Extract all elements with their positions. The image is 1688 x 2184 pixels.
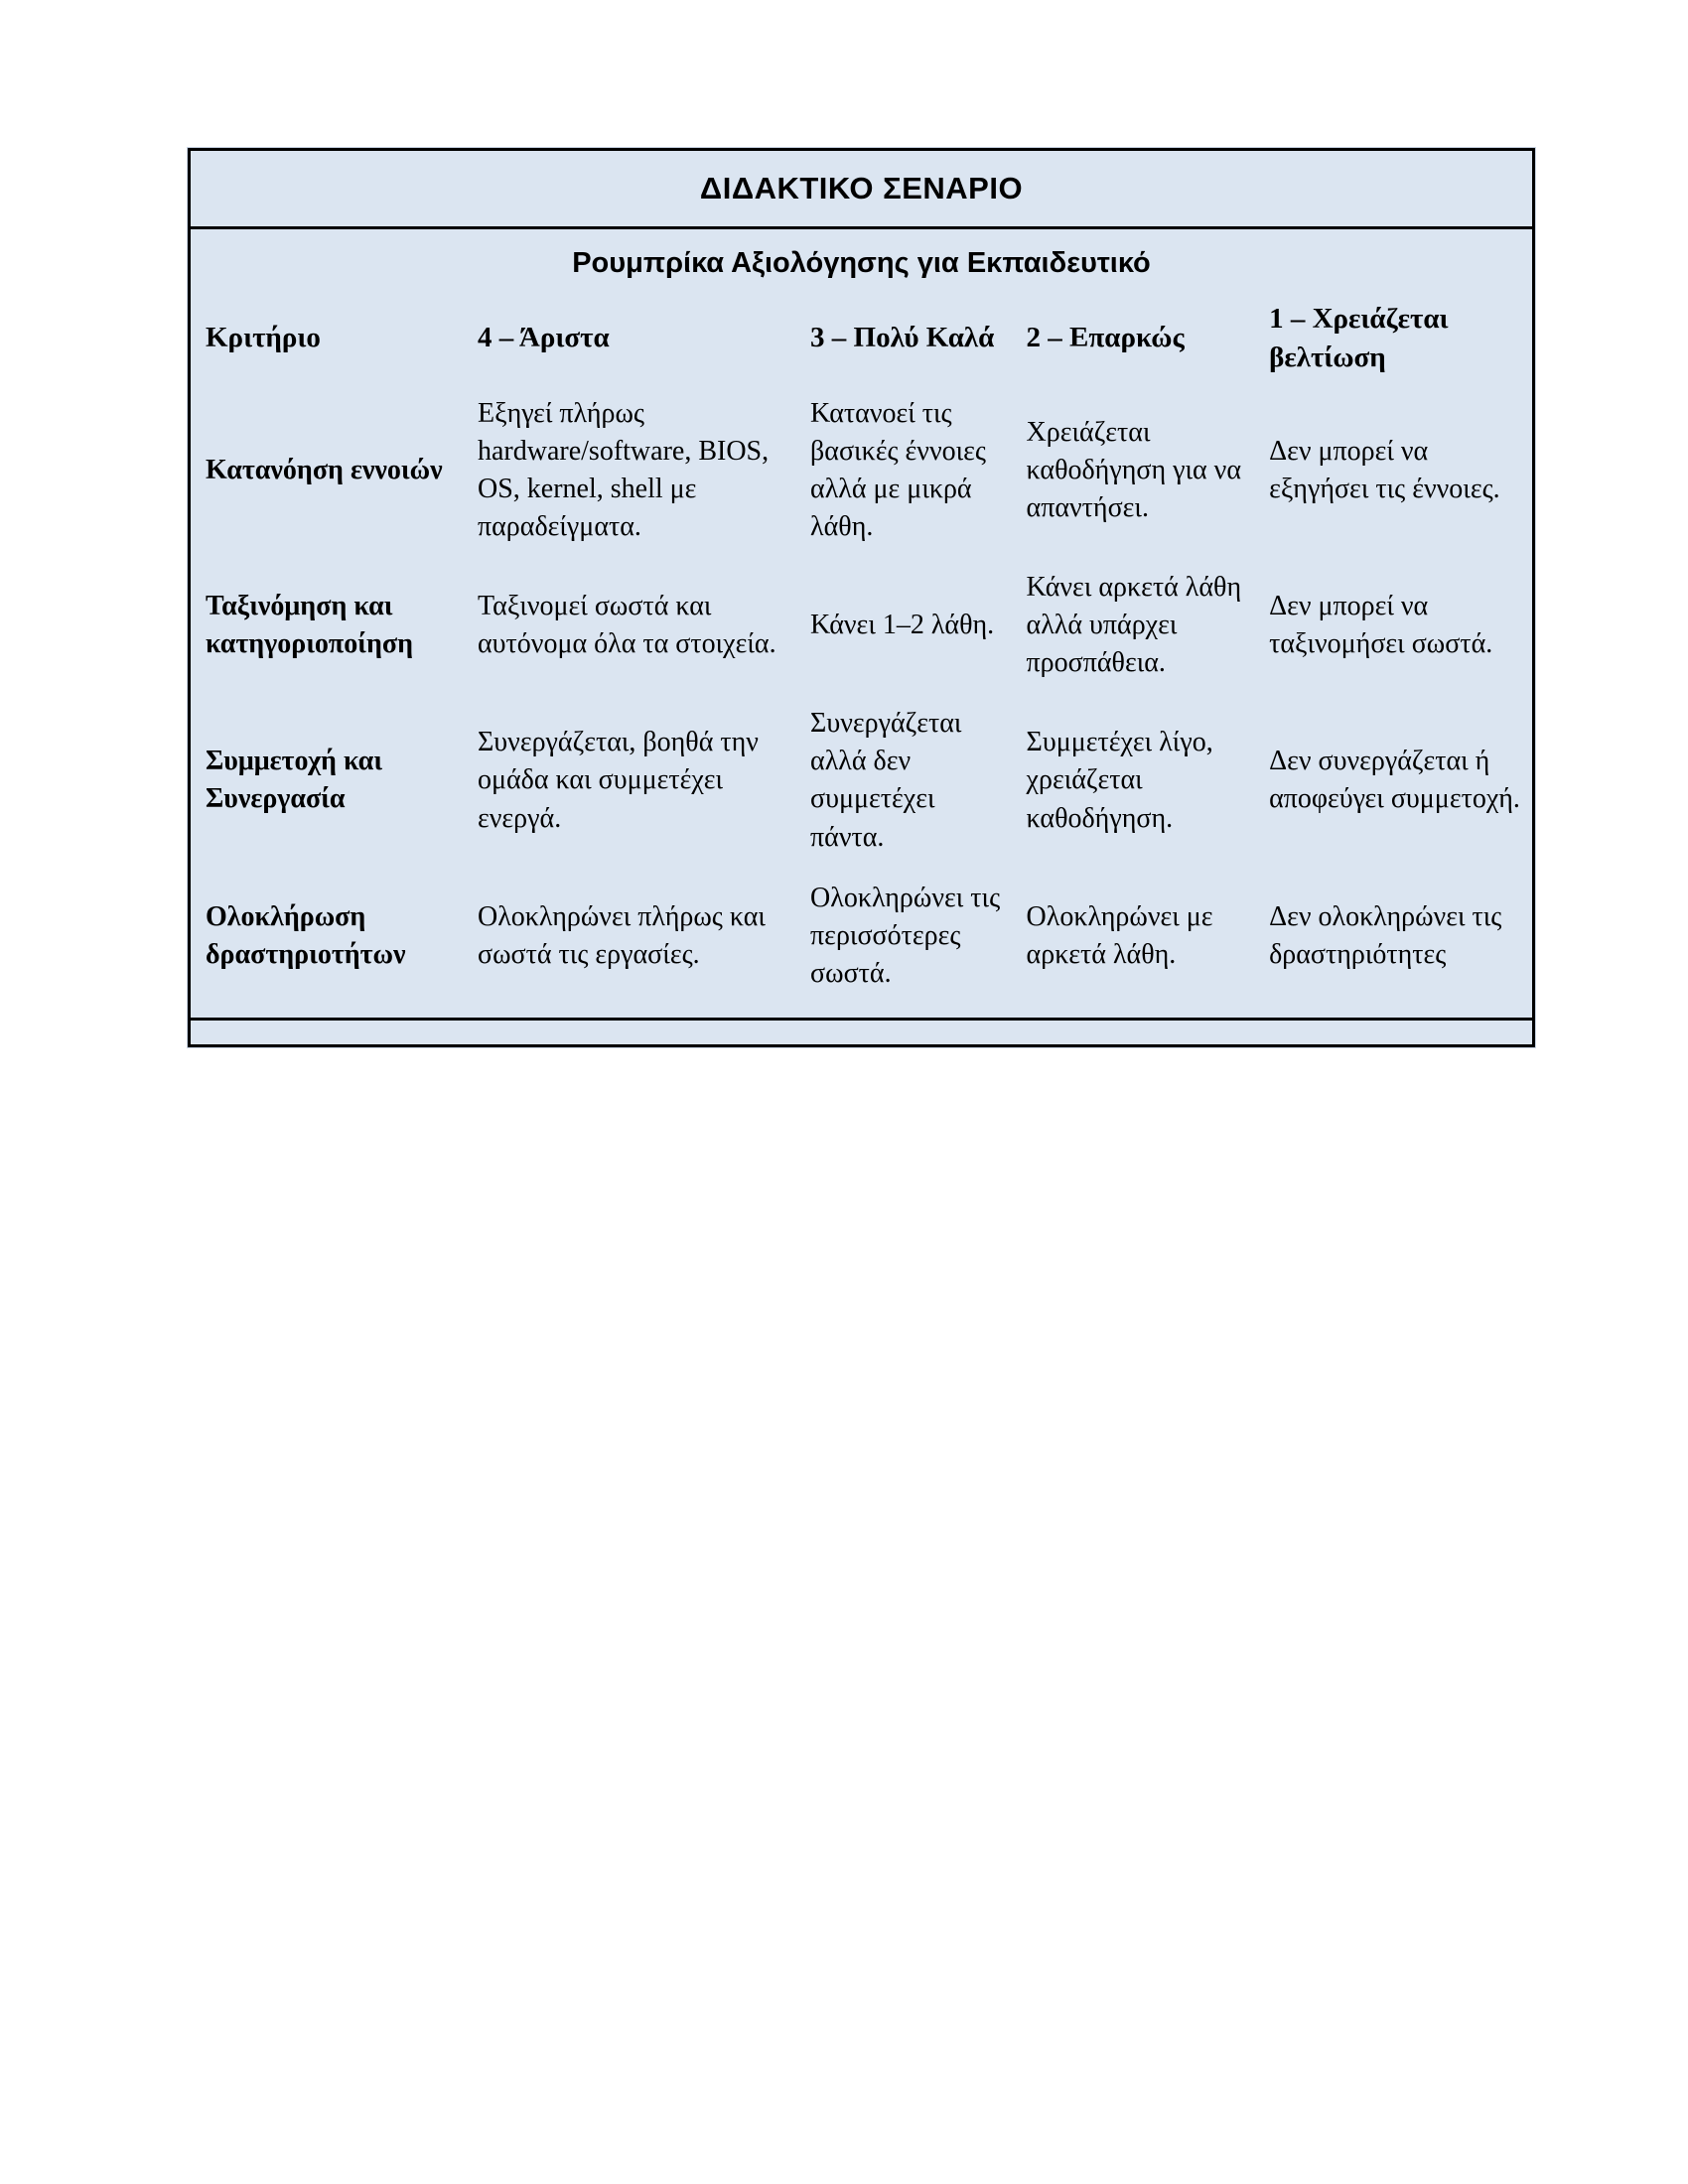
rubric-cell: Δεν ολοκληρώνει τις δραστηριότητες xyxy=(1269,900,1502,970)
column-header-level-3: 3 – Πολύ Καλά xyxy=(810,322,995,354)
row-criterion: Ταξινόμηση και κατηγοριοποίηση xyxy=(206,591,413,660)
rubric-cell: Συμμετέχει λίγο, χρειάζεται καθοδήγηση. xyxy=(1026,727,1213,834)
rubric-cell: Κάνει αρκετά λάθη αλλά υπάρχει προσπάθεια. xyxy=(1026,572,1242,679)
rubric-cell: Κάνει 1–2 λάθη. xyxy=(810,610,995,641)
rubric-cell: Ολοκληρώνει με αρκετά λάθη. xyxy=(1026,900,1213,970)
table-body xyxy=(191,229,1532,1018)
table-row xyxy=(191,701,1532,860)
rubric-cell: Εξηγεί πλήρως hardware/software, BIOS, OS, kernel, shell με παραδείγματα. xyxy=(478,398,770,543)
column-header-level-2: 2 – Επαρκώς xyxy=(1026,322,1185,354)
table-title: ΔΙΔΑΚΤΙΚΟ ΣΕΝΑΡΙΟ xyxy=(191,151,1532,229)
row-criterion: Συμμετοχή και Συνεργασία xyxy=(206,746,382,815)
rubric-cell: Χρειάζεται καθοδήγηση για να απαντήσει. xyxy=(1026,417,1241,524)
table-row xyxy=(191,550,1532,701)
rubric-cell: Δεν μπορεί να ταξινομήσει σωστά. xyxy=(1269,591,1493,660)
rubric-grid xyxy=(191,286,1532,1012)
table-row xyxy=(191,391,1532,550)
column-header-criterion: Κριτήριο xyxy=(206,322,321,354)
rubric-cell: Δεν συνεργάζεται ή αποφεύγει συμμετοχή. xyxy=(1269,746,1520,815)
rubric-subtitle: Ρουμπρίκα Αξιολόγησης για Εκπαιδευτικό xyxy=(572,247,1151,279)
rubric-cell: Ολοκληρώνει τις περισσότερες σωστά. xyxy=(810,882,1001,989)
rubric-cell: Συνεργάζεται αλλά δεν συμμετέχει πάντα. xyxy=(810,708,962,853)
row-criterion: Ολοκλήρωση δραστηριοτήτων xyxy=(206,900,406,970)
rubric-cell: Συνεργάζεται, βοηθά την ομάδα και συμμετέχει ενεργά. xyxy=(478,727,759,834)
column-header-level-1: 1 – Χρειάζεται βελτίωση xyxy=(1269,302,1449,373)
rubric-cell: Δεν μπορεί να εξηγήσει τις έννοιες. xyxy=(1269,436,1500,505)
rubric-cell: Κατανοεί τις βασικές έννοιες αλλά με μικρά λάθη. xyxy=(810,398,987,543)
empty-bottom-row xyxy=(191,1018,1532,1044)
row-criterion: Κατανόηση εννοιών xyxy=(206,455,443,486)
column-header-level-4: 4 – Άριστα xyxy=(478,322,610,354)
rubric-cell: Ταξινομεί σωστά και αυτόνομα όλα τα στοιχεία. xyxy=(478,591,776,660)
rubric-cell: Ολοκληρώνει πλήρως και σωστά τις εργασίες. xyxy=(478,900,766,970)
rubric-table xyxy=(188,148,1535,1047)
table-row xyxy=(191,861,1532,1012)
header-row xyxy=(191,286,1532,391)
